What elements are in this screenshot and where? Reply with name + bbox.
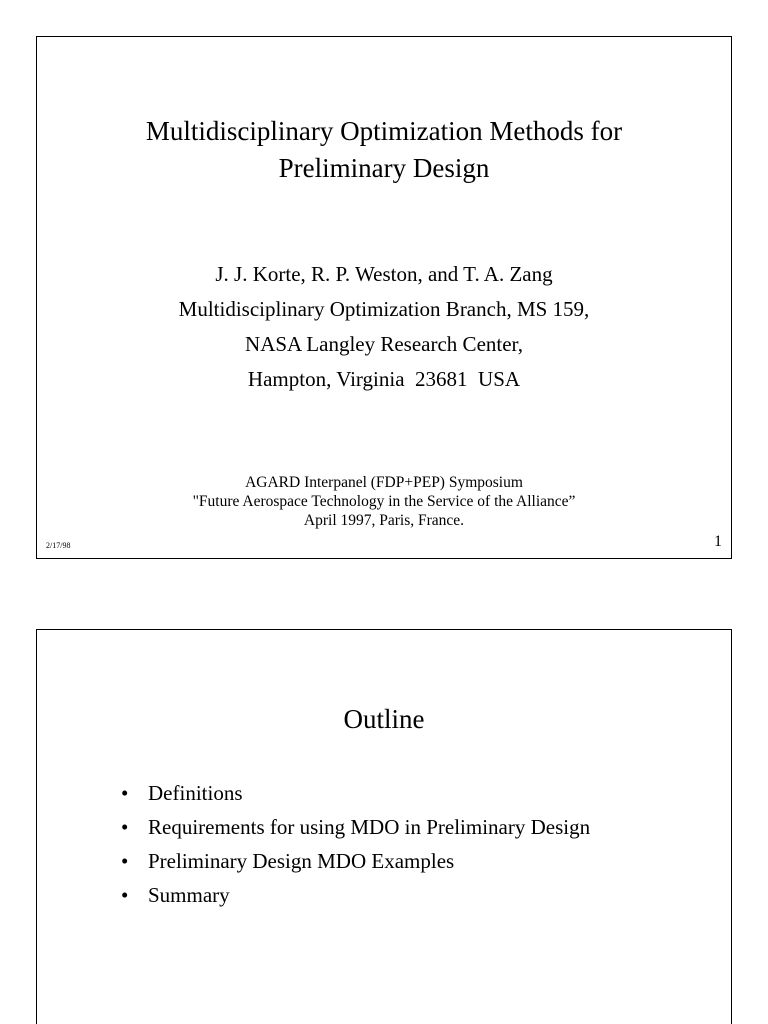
- list-item-label: Summary: [148, 883, 230, 907]
- list-item-label: Preliminary Design MDO Examples: [148, 849, 455, 873]
- list-item: [121, 776, 590, 810]
- conference-line: AGARD Interpanel (FDP+PEP) Symposium: [245, 474, 523, 491]
- slide-title: [37, 113, 731, 187]
- title-line: Preliminary Design: [278, 153, 490, 183]
- conference-line: April 1997, Paris, France.: [303, 512, 465, 529]
- slide-1: [36, 36, 732, 559]
- list-item: [121, 810, 590, 844]
- affiliation-line: Multidisciplinary Optimization Branch, MS 159,: [178, 297, 590, 321]
- page-number: 1: [714, 533, 722, 550]
- bullet-icon: •: [121, 849, 129, 873]
- date-stamp: 2/17/98: [46, 541, 71, 550]
- list-item: [121, 844, 590, 878]
- list-item-label: Definitions: [148, 781, 243, 805]
- affiliation-line: NASA Langley Research Center,: [245, 332, 523, 356]
- bullet-icon: •: [121, 815, 129, 839]
- list-item: [121, 878, 590, 912]
- slide-title: Outline: [343, 704, 425, 734]
- conference-block: [37, 473, 731, 530]
- author-block: [37, 257, 731, 397]
- address-line: Hampton, Virginia 23681 USA: [247, 367, 521, 391]
- list-item-label: Requirements for using MDO in Preliminary Design: [148, 815, 591, 839]
- slide-2: [36, 629, 732, 1024]
- title-line: Multidisciplinary Optimization Methods for: [145, 116, 623, 146]
- bullet-icon: •: [121, 883, 129, 907]
- bullet-icon: •: [121, 781, 129, 805]
- outline-list: [121, 776, 590, 912]
- authors-line: J. J. Korte, R. P. Weston, and T. A. Zang: [215, 262, 553, 286]
- conference-line: "Future Aerospace Technology in the Service of the Alliance”: [192, 493, 576, 510]
